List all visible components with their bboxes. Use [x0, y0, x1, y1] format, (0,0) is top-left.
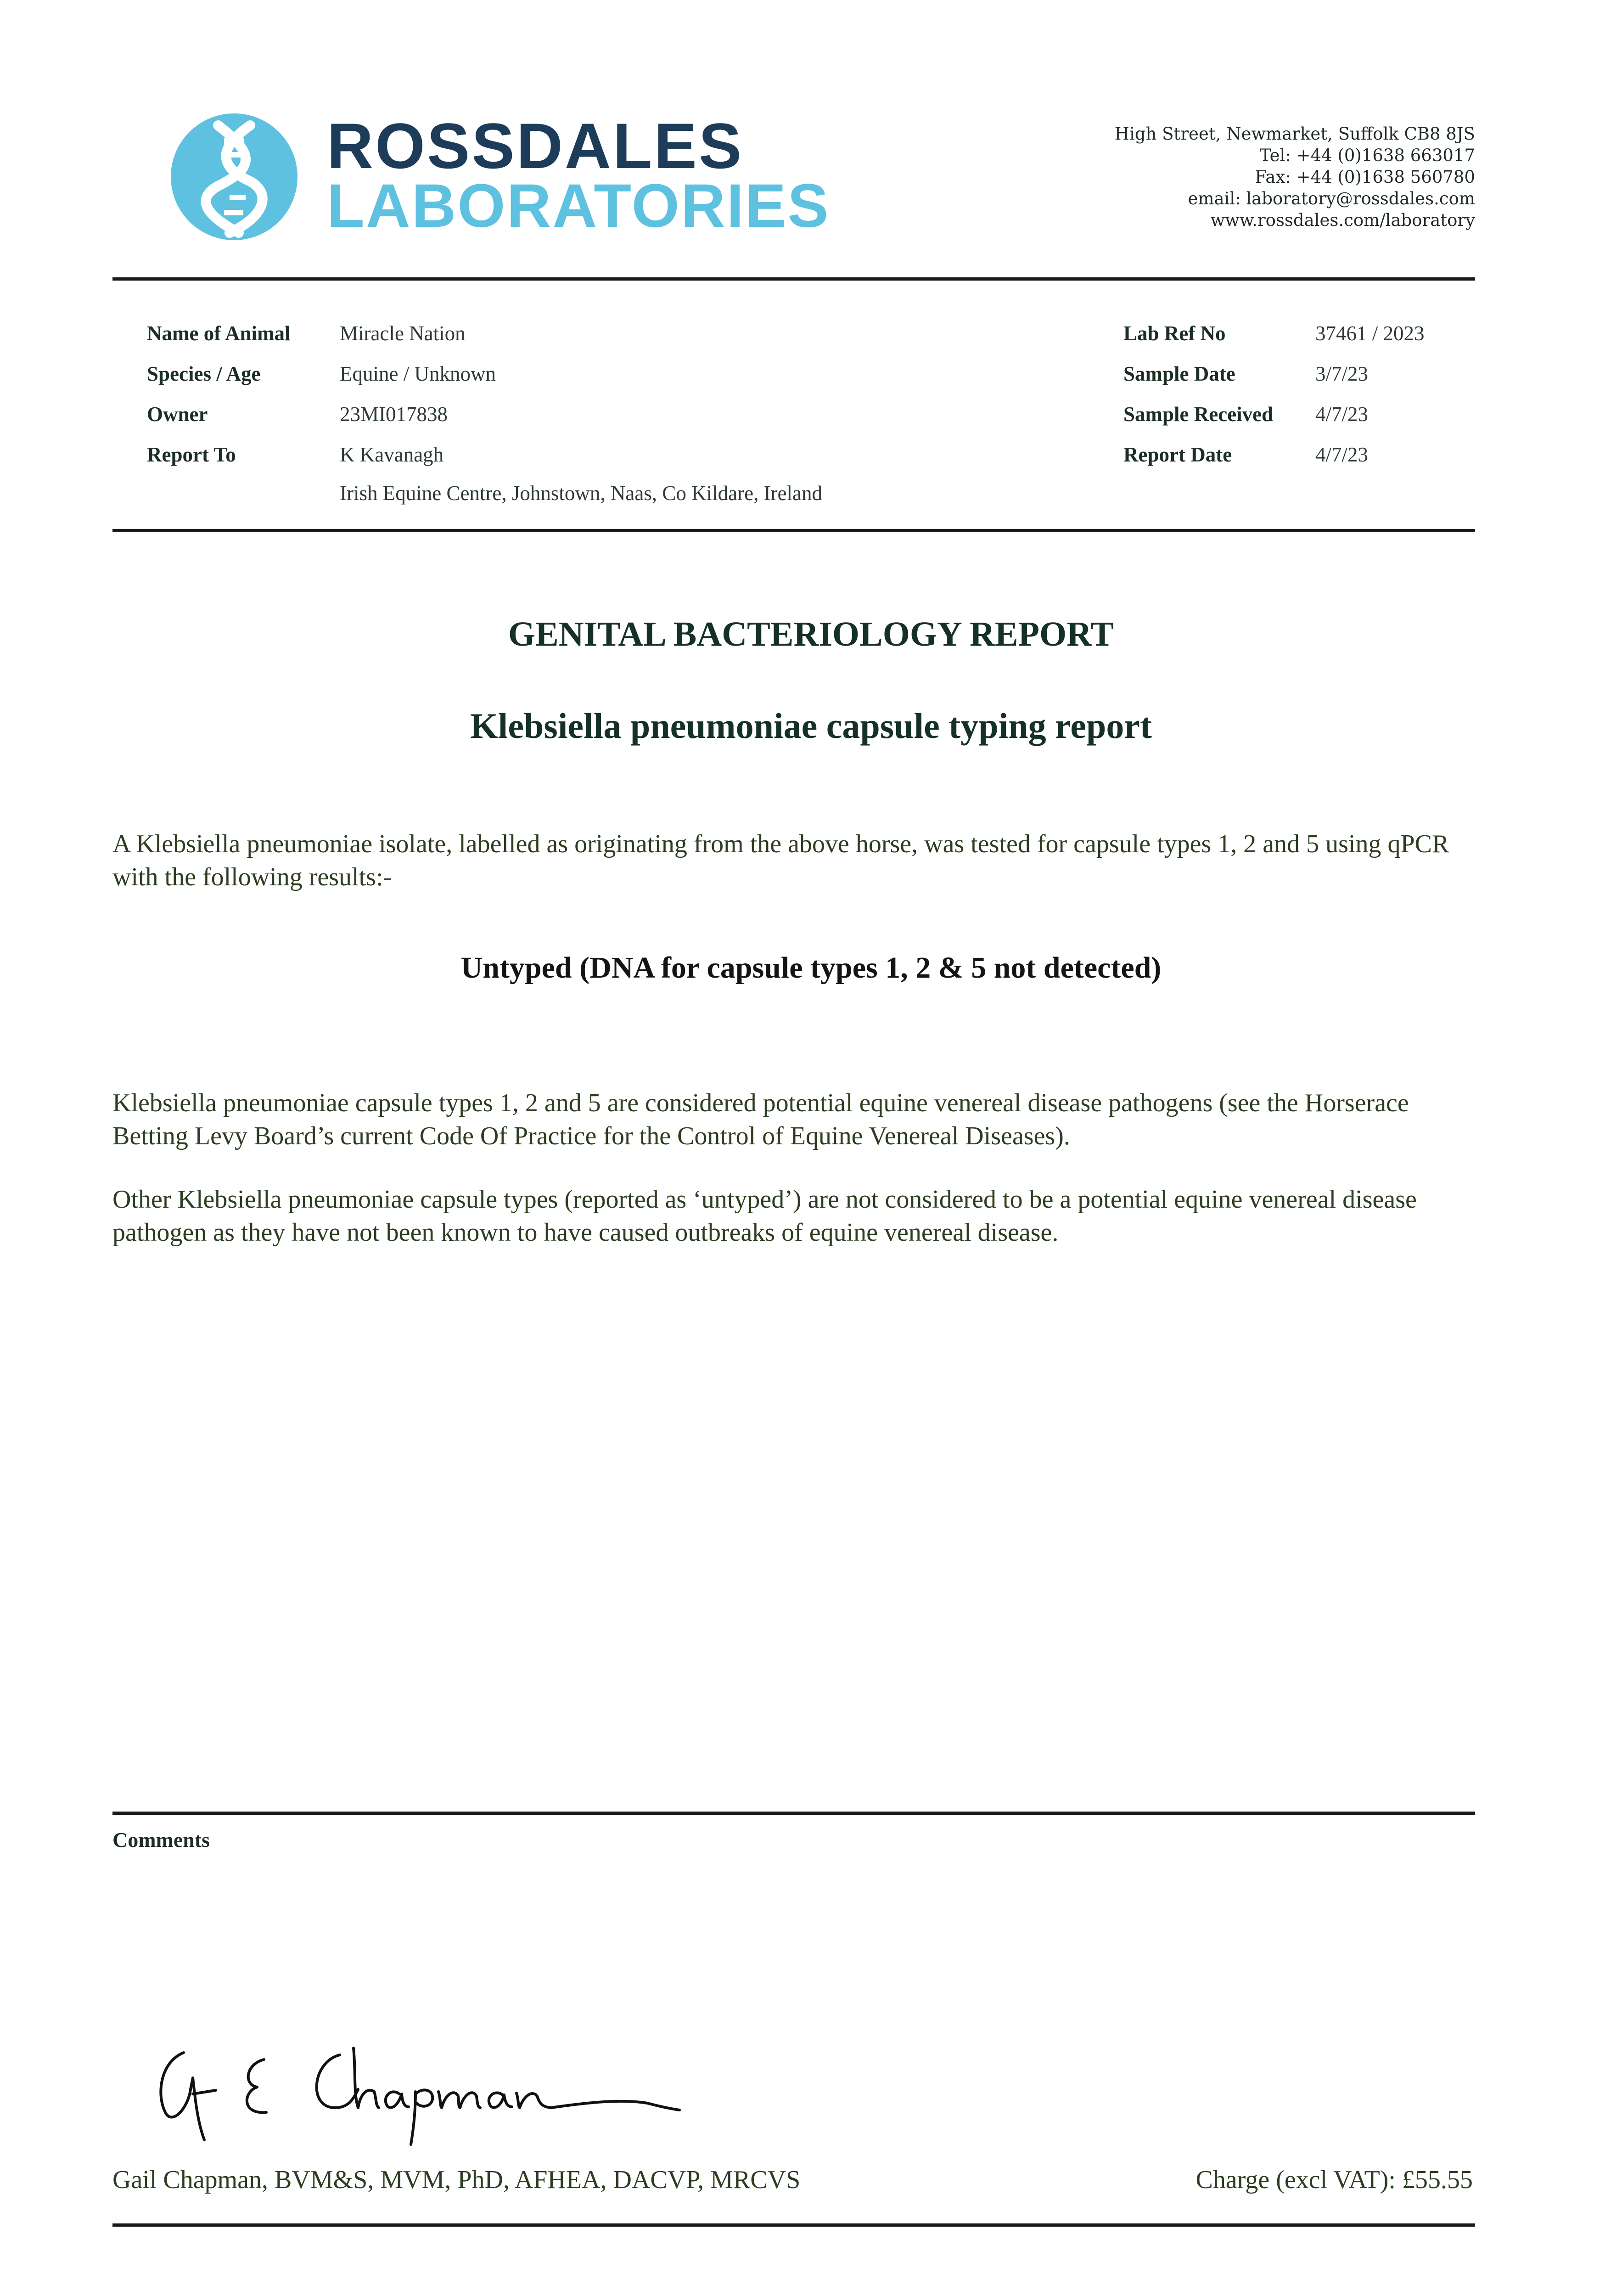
- report-to-label: Report To: [147, 443, 236, 466]
- sample-date-label: Sample Date: [1123, 362, 1235, 385]
- contact-block: [1115, 123, 1475, 231]
- report-date-label: Report Date: [1123, 443, 1232, 466]
- note-paragraph-2: Other Klebsiella pneumoniae capsule types (reported as ‘untyped’) are not considered to be a potential equine venereal disease pathogen as they have not been known to have caused outbreaks of equine venereal disease.: [112, 1185, 1417, 1247]
- test-result: Untyped (DNA for capsule types 1, 2 & 5 not detected): [460, 951, 1162, 985]
- species-age-label: Species / Age: [147, 362, 261, 385]
- sample-received-label: Sample Received: [1123, 403, 1274, 426]
- report-title: GENITAL BACTERIOLOGY REPORT: [508, 615, 1114, 653]
- brand-name: ROSSDALES: [327, 110, 744, 182]
- animal-name-label: Name of Animal: [147, 322, 291, 345]
- owner-label: Owner: [147, 403, 208, 426]
- animal-name-value: Miracle Nation: [340, 322, 466, 345]
- report-to-value: K Kavanagh: [340, 443, 444, 466]
- telephone: Tel: +44 (0)1638 663017: [1259, 146, 1475, 165]
- header-divider: [112, 277, 1475, 281]
- comments-divider: [112, 1812, 1475, 1815]
- comments-label: Comments: [112, 1828, 210, 1851]
- report-to-address: Irish Equine Centre, Johnstown, Naas, Co Kildare, Ireland: [340, 482, 822, 505]
- signer-name: Gail Chapman, BVM&S, MVM, PhD, AFHEA, DACVP, MRCVS: [112, 2166, 801, 2194]
- intro-paragraph: A Klebsiella pneumoniae isolate, labelled as originating from the above horse, was tested for capsule types 1, 2 and 5 using qPCR with the following results:-: [112, 830, 1449, 891]
- dna-logo-icon: [170, 113, 298, 241]
- fax: Fax: +44 (0)1638 560780: [1255, 167, 1475, 187]
- details-divider: [112, 529, 1475, 532]
- footer-divider: [112, 2223, 1475, 2227]
- lab-ref-label: Lab Ref No: [1123, 322, 1226, 345]
- owner-value: 23MI017838: [340, 403, 448, 426]
- signature-image: [152, 2034, 684, 2149]
- species-age-value: Equine / Unknown: [340, 362, 496, 385]
- report-date-value: 4/7/23: [1315, 443, 1369, 466]
- note-paragraph-1: Klebsiella pneumoniae capsule types 1, 2 and 5 are considered potential equine venereal disease pathogens (see the Horserace Betting Levy Board’s current Code Of Practice for the Control of Equine Venereal Diseases).: [112, 1089, 1409, 1150]
- website: www.rossdales.com/laboratory: [1210, 210, 1475, 230]
- sample-date-value: 3/7/23: [1315, 362, 1369, 385]
- charge-amount: Charge (excl VAT): £55.55: [1195, 2166, 1473, 2194]
- report-subtitle: Klebsiella pneumoniae capsule typing report: [470, 706, 1152, 746]
- address: High Street, Newmarket, Suffolk CB8 8JS: [1114, 124, 1475, 144]
- lab-ref-value: 37461 / 2023: [1315, 322, 1425, 345]
- brand-subtitle: LABORATORIES: [327, 172, 830, 240]
- sample-received-value: 4/7/23: [1315, 403, 1369, 426]
- email: email: laboratory@rossdales.com: [1188, 189, 1475, 208]
